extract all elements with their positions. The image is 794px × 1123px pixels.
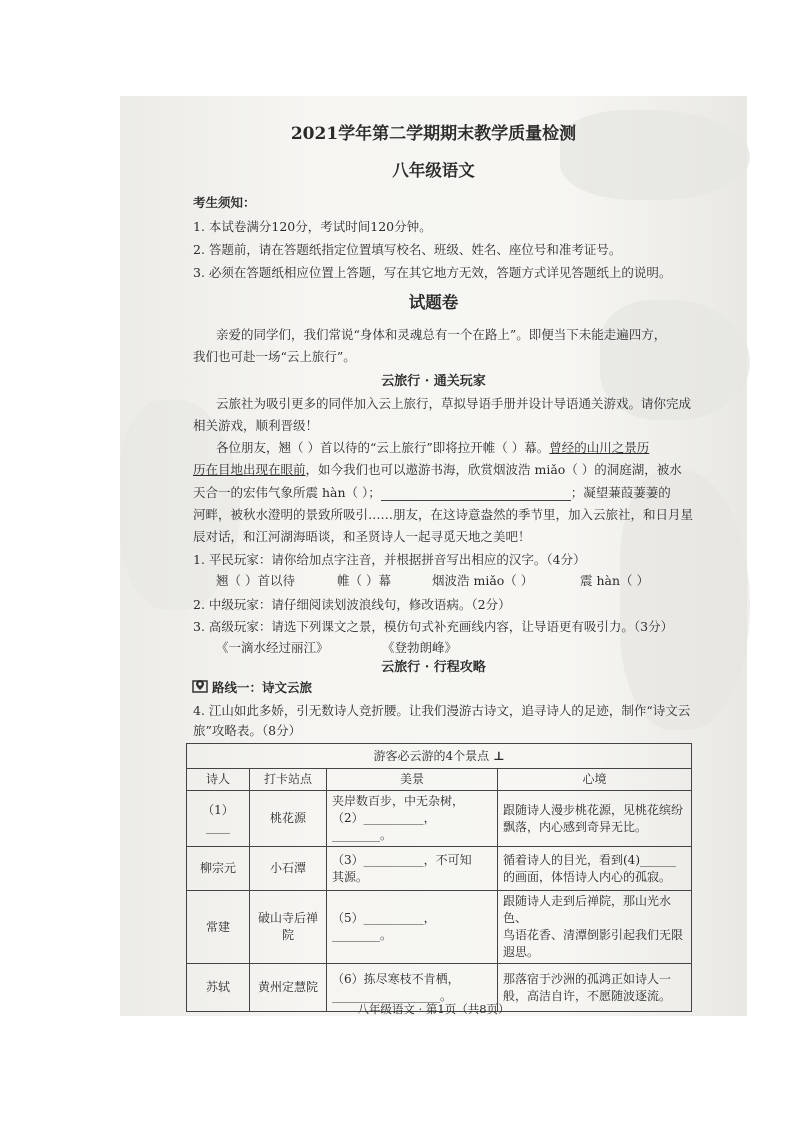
question-1: 1. 平民玩家：请你给加点字注音，并根据拼音写出相应的汉字。（4分）	[193, 552, 586, 567]
table-header: 美景	[327, 769, 498, 791]
map-pin-icon	[192, 678, 208, 694]
mood-line: 遐思。	[503, 945, 540, 959]
table-header: 心境	[498, 769, 692, 791]
question-4: 4. 江山如此多娇，引无数诗人竞折腰。让我们漫游古诗文，追寻诗人的足迹，制作“诗文云	[193, 703, 691, 718]
exam-title: 2021学年第二学期期末教学质量检测	[290, 124, 577, 144]
signpost-icon: ⊥	[492, 748, 505, 763]
table-row	[187, 891, 692, 964]
section-paragraph: 相关游戏，顺利晋级！	[193, 418, 319, 433]
poet-cell: 常建	[187, 891, 250, 964]
intro-line: 我们也可赴一场“云上旅行”。	[193, 349, 356, 364]
poet-cell: 柳宗元	[187, 847, 250, 891]
scene-line: 其源。	[332, 869, 369, 884]
q1-item: 震 hàn（ ）	[580, 573, 650, 588]
scene-line: （2）__________，________。	[332, 811, 436, 842]
notice-item: 1. 本试卷满分120分，考试时间120分钟。	[193, 219, 432, 234]
scene-cell[interactable]	[327, 891, 498, 964]
scene-line: （3）__________，不可知	[332, 852, 472, 867]
table-row	[187, 847, 692, 891]
wavy-sentence: 曾经的山川之景历	[549, 440, 650, 455]
site-cell: 破山寺后禅院	[250, 891, 327, 964]
mood-line: 飘落，内心感到奇异无比。	[503, 819, 648, 834]
section-heading: 云旅行 · 通关玩家	[381, 374, 486, 389]
passage-line: 辰对话，和江河湖海晤谈，和圣贤诗人一起寻觅天地之美吧！	[193, 529, 531, 544]
question-4: 旅”攻略表。（8分）	[193, 723, 302, 738]
passage-text: 天合一的宏伟气象所震 hàn（ ）；	[193, 485, 381, 500]
table-header: 打卡站点	[250, 769, 327, 791]
q1-item: 帷（ ）幕	[337, 573, 391, 588]
passage-text: 各位朋友，翘（ ）首以待的“云上旅行”即将拉开帷（ ）幕。	[216, 440, 550, 455]
q1-item: 翘（ ）首以待	[216, 573, 295, 588]
exam-subject: 八年级语文	[392, 161, 475, 180]
mood-line: 跟随诗人走到后禅院，那山光水色、	[503, 894, 672, 925]
q3-option: 《一滴水经过丽江》	[216, 640, 329, 655]
passage-line: 河畔，被秋水澄明的景致所吸引……朋友，在这诗意盎然的季节里，加入云旅社，和日月星	[193, 507, 694, 522]
mood-line: 那落宿于沙洲的孤鸿正如诗人一	[503, 971, 672, 986]
route-heading: 路线一：诗文云旅	[212, 680, 313, 695]
site-cell: 小石潭	[250, 847, 327, 891]
answer-blank[interactable]	[381, 488, 571, 501]
passage-line	[193, 485, 671, 501]
passage-text: ；凝望蒹葭萋萋的	[570, 485, 671, 500]
q3-option: 《登勃朗峰》	[382, 640, 458, 655]
section-heading: 云旅行 · 行程攻略	[381, 660, 486, 675]
mood-line: 的画面，体悟诗人内心的孤寂。	[503, 869, 672, 884]
site-cell: 黄州定慧院	[250, 964, 327, 1012]
passage-line	[216, 440, 649, 456]
scene-line: 夹岸数百步，中无杂树，	[332, 794, 465, 808]
table-caption-row	[187, 744, 692, 769]
poetry-tour-table	[186, 743, 692, 1012]
mood-cell	[498, 891, 692, 964]
table-caption: 游客必云游的4个景点	[373, 748, 490, 763]
mood-cell[interactable]	[498, 847, 692, 891]
paper-title: 试题卷	[408, 293, 459, 312]
scan-smudge	[560, 110, 750, 200]
mood-line: 循着诗人的目光，看到(4)______	[503, 852, 676, 867]
scene-line: （5）__________，________。	[332, 911, 436, 942]
intro-line: 亲爱的同学们，我们常说“身体和灵魂总有一个在路上”。即便当下未能走遍四方，	[216, 327, 667, 342]
mood-cell	[498, 791, 692, 847]
q1-item: 烟波浩 miǎo（ ）	[432, 573, 534, 588]
notice-item: 2. 答题前，请在答题纸指定位置填写校名、班级、姓名、座位号和准考证号。	[193, 242, 622, 257]
notice-item: 3. 必须在答题纸相应位置上答题，写在其它地方无效，答题方式详见答题纸上的说明。	[193, 265, 672, 280]
table-header-row	[187, 769, 692, 791]
wavy-sentence: 历在目地出现在眼前	[193, 462, 306, 477]
poet-cell: 苏轼	[187, 964, 250, 1012]
scene-line: __________________。	[332, 988, 453, 1003]
notice-heading: 考生须知：	[193, 195, 256, 210]
page-footer: 八年级语文 · 第1页（共8页）	[357, 1002, 510, 1016]
table-header: 诗人	[187, 769, 250, 791]
question-2: 2. 中级玩家：请仔细阅读划波浪线句，修改语病。（2分）	[193, 597, 511, 612]
poet-cell[interactable]: （1）____	[187, 791, 250, 847]
mood-line: 般，高洁自许，不愿随波逐流。	[503, 988, 672, 1003]
passage-text: ，如今我们也可以遨游书海，欣赏烟波浩 miǎo（ ）的洞庭湖，被水	[305, 462, 682, 477]
scene-line: （6）拣尽寒枝不肯栖，	[332, 971, 460, 986]
scene-cell[interactable]	[327, 847, 498, 891]
section-paragraph: 云旅社为吸引更多的同伴加入云上旅行，草拟导语手册并设计导语通关游戏。请你完成	[216, 396, 692, 411]
mood-line: 跟随诗人漫步桃花源，见桃花缤纷	[503, 802, 684, 817]
question-3: 3. 高级玩家：请选下列课文之景，模仿句式补充画线内容，让导语更有吸引力。（3分）	[193, 619, 674, 634]
passage-line	[193, 462, 682, 478]
site-cell: 桃花源	[250, 791, 327, 847]
scene-cell[interactable]	[327, 791, 498, 847]
table-row	[187, 791, 692, 847]
mood-line: 鸟语花香、清潭倒影引起我们无限	[503, 928, 684, 942]
